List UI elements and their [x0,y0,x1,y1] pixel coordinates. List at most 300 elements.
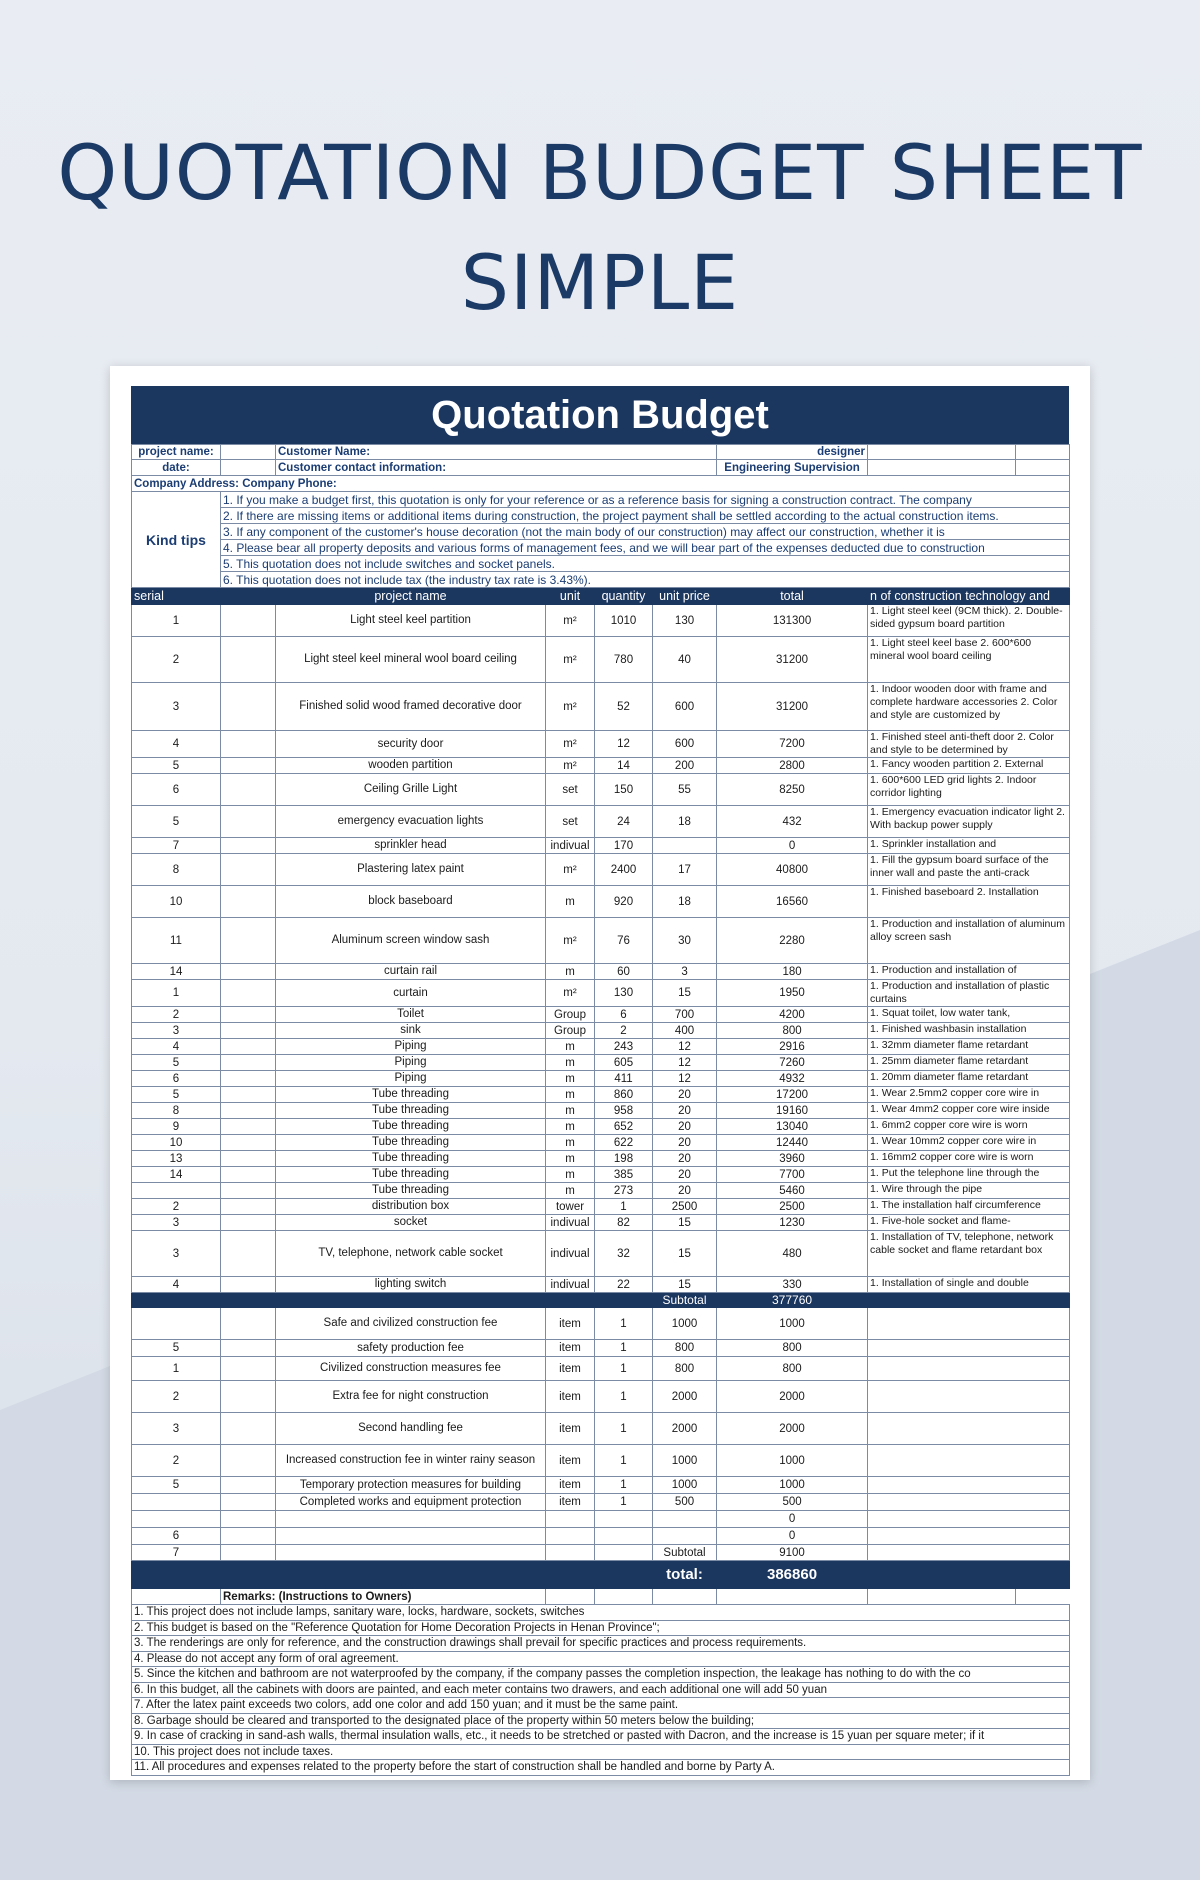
item-description: 1. Production and installation of plastic curtains [868,980,1070,1007]
item-unit-price: 18 [653,886,717,918]
item-unit: Group [546,1007,595,1023]
table-row [132,1199,1070,1215]
item-name: Tube threading [276,1119,546,1135]
item-name: Finished solid wood framed decorative door [276,683,546,731]
item-serial: 6 [132,1071,221,1087]
tip-1: 1. If you make a budget first, this quotation is only for your reference or as a reference basis for signing a construction contract. The company [221,492,1070,508]
item-name: Plastering latex paint [276,854,546,886]
tip-3: 3. If any component of the customer's house decoration (not the main body of our construction) may affect our construction, whether it is [221,524,1070,540]
item-quantity: 76 [595,918,653,964]
fee-row [132,1511,1070,1528]
remark-text: 5. Since the kitchen and bathroom are not waterproofed by the company, if the company passes the completion inspection, the leakage has nothing to do with the co [132,1667,1070,1683]
item-description: 1. Wear 2.5mm2 copper core wire in [868,1087,1070,1103]
item-unit: m [546,1071,595,1087]
table-row [132,964,1070,980]
item-name: Piping [276,1055,546,1071]
item-quantity: 860 [595,1087,653,1103]
item-unit: indivual [546,1231,595,1277]
fee-quantity: 1 [595,1413,653,1445]
item-serial: 4 [132,731,221,758]
item-unit: m [546,1039,595,1055]
grand-total-row [132,1561,1070,1589]
item-serial: 8 [132,854,221,886]
fee-unit-price: 1000 [653,1477,717,1494]
page-title-line-1: QUOTATION BUDGET SHEET [57,128,1143,217]
table-row [132,683,1070,731]
item-unit-price: 40 [653,637,717,683]
fee-unit-price: 2000 [653,1413,717,1445]
remark-row [132,1729,1070,1745]
table-row [132,980,1070,1007]
item-total: 2280 [717,918,868,964]
fee-serial: 5 [132,1340,221,1357]
tip-5: 5. This quotation does not include switches and socket panels. [221,556,1070,572]
item-unit-price: 12 [653,1071,717,1087]
fee-unit [546,1511,595,1528]
fee-total: 500 [717,1494,868,1511]
item-description: 1. Light steel keel (9CM thick). 2. Double-sided gypsum board partition [868,605,1070,637]
fee-unit: item [546,1445,595,1477]
remark-text: 1. This project does not include lamps, sanitary ware, locks, hardware, sockets, switches [132,1605,1070,1621]
fee-quantity: 1 [595,1494,653,1511]
fee-serial: 5 [132,1477,221,1494]
item-name: Tube threading [276,1151,546,1167]
quotation-sheet [131,386,1069,1776]
remark-text: 10. This project does not include taxes. [132,1744,1070,1760]
fee-row [132,1528,1070,1545]
remark-text: 3. The renderings are only for reference, and the construction drawings shall prevail for specific practices and process requirements. [132,1636,1070,1652]
fee-total: 1000 [717,1445,868,1477]
fee-total: 800 [717,1340,868,1357]
item-description: 1. 6mm2 copper core wire is worn [868,1119,1070,1135]
item-unit: m [546,1183,595,1199]
item-quantity: 652 [595,1119,653,1135]
item-unit: indivual [546,838,595,854]
item-total: 1950 [717,980,868,1007]
table-row [132,774,1070,806]
item-serial: 3 [132,683,221,731]
subtotal-serial: 7 [132,1545,221,1561]
item-serial: 14 [132,1167,221,1183]
item-unit: indivual [546,1215,595,1231]
table-row [132,1151,1070,1167]
item-quantity: 622 [595,1135,653,1151]
table-row [132,918,1070,964]
item-unit-price: 400 [653,1023,717,1039]
item-quantity: 1 [595,1199,653,1215]
item-unit-price: 12 [653,1039,717,1055]
fee-quantity: 1 [595,1308,653,1340]
item-total: 17200 [717,1087,868,1103]
item-unit-price: 20 [653,1151,717,1167]
remark-row [132,1760,1070,1776]
fee-row [132,1308,1070,1340]
item-name: emergency evacuation lights [276,806,546,838]
item-total: 31200 [717,637,868,683]
date-label: date: [132,460,221,476]
item-unit-price: 3 [653,964,717,980]
item-serial: 9 [132,1119,221,1135]
item-serial: 1 [132,980,221,1007]
fee-row [132,1477,1070,1494]
tip-6: 6. This quotation does not include tax (the industry tax rate is 3.43%). [221,572,1070,588]
fee-row [132,1413,1070,1445]
item-name: Tube threading [276,1087,546,1103]
item-total: 1230 [717,1215,868,1231]
page-title-line-2: SIMPLE [460,238,740,327]
item-description: 1. 25mm diameter flame retardant [868,1055,1070,1071]
fee-row [132,1357,1070,1381]
fee-serial [132,1494,221,1511]
item-description: 1. Finished steel anti-theft door 2. Color and style to be determined by [868,731,1070,758]
subtotal-label: Subtotal [653,1293,717,1308]
item-quantity: 198 [595,1151,653,1167]
remark-text: 7. After the latex paint exceeds two colors, add one color and add 150 yuan; and it must be the same paint. [132,1698,1070,1714]
header-quantity: quantity [595,588,653,605]
remark-row [132,1667,1070,1683]
item-name: lighting switch [276,1277,546,1293]
item-total: 3960 [717,1151,868,1167]
item-description: 1. 600*600 LED grid lights 2. Indoor corridor lighting [868,774,1070,806]
kind-tips-label: Kind tips [132,492,221,588]
fee-unit-price: 2000 [653,1381,717,1413]
table-row [132,838,1070,854]
remark-row [132,1651,1070,1667]
spreadsheet-preview [110,366,1090,1780]
item-description: 1. Finished baseboard 2. Installation [868,886,1070,918]
item-total: 16560 [717,886,868,918]
item-serial [132,1183,221,1199]
fee-unit-price: 500 [653,1494,717,1511]
item-description: 1. The installation half circumference [868,1199,1070,1215]
fee-name: safety production fee [276,1340,546,1357]
item-name: Tube threading [276,1167,546,1183]
fee-total: 1000 [717,1308,868,1340]
project-name-label: project name: [132,445,221,460]
item-unit: tower [546,1199,595,1215]
item-name: Piping [276,1071,546,1087]
fee-serial [132,1511,221,1528]
item-description: 1. Installation of single and double [868,1277,1070,1293]
item-serial: 7 [132,838,221,854]
tip-row [132,492,1070,508]
table-header [132,588,1070,605]
fee-quantity [595,1528,653,1545]
item-unit-price: 15 [653,980,717,1007]
item-quantity: 52 [595,683,653,731]
item-quantity: 6 [595,1007,653,1023]
header-project-name: project name [276,588,546,605]
item-total: 800 [717,1023,868,1039]
item-quantity: 243 [595,1039,653,1055]
fee-row [132,1445,1070,1477]
header-description: n of construction technology and [868,588,1070,605]
header-unit-price: unit price [653,588,717,605]
item-unit-price: 20 [653,1167,717,1183]
table-row [132,1039,1070,1055]
grand-total-value: 386860 [717,1561,868,1589]
table-row [132,1103,1070,1119]
item-quantity: 14 [595,758,653,774]
item-unit: m² [546,918,595,964]
item-total: 4932 [717,1071,868,1087]
fee-name: Temporary protection measures for building [276,1477,546,1494]
table-row [132,806,1070,838]
table-row [132,1167,1070,1183]
item-description: 1. Wire through the pipe [868,1183,1070,1199]
item-quantity: 273 [595,1183,653,1199]
item-serial: 3 [132,1215,221,1231]
item-quantity: 1010 [595,605,653,637]
item-serial: 1 [132,605,221,637]
item-quantity: 150 [595,774,653,806]
item-name: curtain [276,980,546,1007]
item-quantity: 2 [595,1023,653,1039]
remark-text: 9. In case of cracking in sand-ash walls, thermal insulation walls, etc., it needs to be stretched or pasted with Dacron, and the increase is 15 yuan per square meter; if it [132,1729,1070,1745]
subtotal-row [132,1293,1070,1308]
tip-row [132,524,1070,540]
tip-row [132,508,1070,524]
item-total: 2500 [717,1199,868,1215]
grand-total-label: total: [653,1561,717,1589]
fee-name: Completed works and equipment protection [276,1494,546,1511]
item-description: 1. Emergency evacuation indicator light 2. With backup power supply [868,806,1070,838]
table-row [132,731,1070,758]
item-serial: 11 [132,918,221,964]
fee-unit-price: 1000 [653,1308,717,1340]
fee-unit: item [546,1494,595,1511]
item-unit-price: 17 [653,854,717,886]
fee-unit-price: 1000 [653,1445,717,1477]
remark-row [132,1744,1070,1760]
item-quantity: 60 [595,964,653,980]
item-unit: m [546,964,595,980]
item-quantity: 32 [595,1231,653,1277]
item-unit: m [546,1167,595,1183]
item-description: 1. Squat toilet, low water tank, [868,1007,1070,1023]
item-serial: 6 [132,774,221,806]
fee-serial: 1 [132,1357,221,1381]
sheet-banner: Quotation Budget [131,386,1069,444]
item-total: 40800 [717,854,868,886]
item-quantity: 82 [595,1215,653,1231]
fee-name [276,1528,546,1545]
item-quantity: 22 [595,1277,653,1293]
fee-unit: item [546,1381,595,1413]
item-serial: 4 [132,1039,221,1055]
subtotal-value: 9100 [717,1545,868,1561]
item-unit-price: 200 [653,758,717,774]
fee-quantity: 1 [595,1381,653,1413]
fee-unit: item [546,1357,595,1381]
quotation-table-body [132,445,1070,1776]
item-quantity: 385 [595,1167,653,1183]
fee-total: 0 [717,1528,868,1545]
item-unit: m [546,1151,595,1167]
item-unit: m [546,1103,595,1119]
item-total: 19160 [717,1103,868,1119]
fee-unit: item [546,1413,595,1445]
item-name: Tube threading [276,1103,546,1119]
item-total: 2916 [717,1039,868,1055]
table-row [132,1215,1070,1231]
item-unit: m [546,886,595,918]
item-name: Tube threading [276,1135,546,1151]
item-serial: 4 [132,1277,221,1293]
item-name: Light steel keel partition [276,605,546,637]
item-unit: m² [546,854,595,886]
table-row [132,1071,1070,1087]
item-name: sink [276,1023,546,1039]
item-total: 432 [717,806,868,838]
item-unit-price: 600 [653,731,717,758]
fee-serial: 6 [132,1528,221,1545]
remark-row [132,1713,1070,1729]
item-description: 1. Indoor wooden door with frame and complete hardware accessories 2. Color and style are customized by [868,683,1070,731]
table-row [132,886,1070,918]
engineering-supervision-label: Engineering Supervision [717,460,868,476]
item-serial: 2 [132,1199,221,1215]
remark-text: 2. This budget is based on the "Reference Quotation for Home Decoration Projects in Henan Province"; [132,1620,1070,1636]
fee-name: Second handling fee [276,1413,546,1445]
item-unit: m [546,1135,595,1151]
fee-unit-price [653,1528,717,1545]
fee-unit: item [546,1308,595,1340]
item-quantity: 2400 [595,854,653,886]
item-total: 2800 [717,758,868,774]
fee-total: 2000 [717,1413,868,1445]
item-description: 1. 32mm diameter flame retardant [868,1039,1070,1055]
item-serial: 8 [132,1103,221,1119]
item-description: 1. Fill the gypsum board surface of the inner wall and paste the anti-crack [868,854,1070,886]
item-unit-price: 12 [653,1055,717,1071]
item-description: 1. Put the telephone line through the [868,1167,1070,1183]
fee-row [132,1381,1070,1413]
item-name: curtain rail [276,964,546,980]
item-name: Aluminum screen window sash [276,918,546,964]
item-name: Ceiling Grille Light [276,774,546,806]
item-unit-price: 18 [653,806,717,838]
item-serial: 5 [132,758,221,774]
fee-serial [132,1308,221,1340]
item-unit: m² [546,731,595,758]
company-address-label: Company Address: Company Phone: [132,476,1070,492]
fee-unit: item [546,1477,595,1494]
item-name: TV, telephone, network cable socket [276,1231,546,1277]
item-unit-price: 20 [653,1103,717,1119]
item-total: 7700 [717,1167,868,1183]
item-name: Piping [276,1039,546,1055]
item-total: 5460 [717,1183,868,1199]
item-unit: Group [546,1023,595,1039]
item-name: block baseboard [276,886,546,918]
item-serial: 10 [132,1135,221,1151]
page-title [0,118,1200,338]
designer-label: designer [717,445,868,460]
item-unit-price: 15 [653,1215,717,1231]
item-name: wooden partition [276,758,546,774]
item-total: 8250 [717,774,868,806]
item-unit-price: 30 [653,918,717,964]
fee-row [132,1340,1070,1357]
item-unit-price: 20 [653,1183,717,1199]
item-quantity: 780 [595,637,653,683]
table-row [132,758,1070,774]
item-serial: 14 [132,964,221,980]
item-description: 1. 16mm2 copper core wire is worn [868,1151,1070,1167]
item-serial: 2 [132,637,221,683]
item-name: Tube threading [276,1183,546,1199]
fee-unit: item [546,1340,595,1357]
remark-text: 11. All procedures and expenses related to the property before the start of construction shall be handled and borne by Party A. [132,1760,1070,1776]
table-row [132,1277,1070,1293]
remarks-title: Remarks: (Instructions to Owners) [221,1589,546,1605]
table-row [132,1119,1070,1135]
remark-row [132,1605,1070,1621]
table-row [132,1023,1070,1039]
item-quantity: 12 [595,731,653,758]
table-row [132,1087,1070,1103]
item-unit: set [546,774,595,806]
item-total: 7200 [717,731,868,758]
item-name: distribution box [276,1199,546,1215]
item-unit: m² [546,637,595,683]
item-serial: 13 [132,1151,221,1167]
fee-total: 1000 [717,1477,868,1494]
customer-name-label: Customer Name: [276,445,717,460]
fee-quantity: 1 [595,1357,653,1381]
item-description: 1. Installation of TV, telephone, network cable socket and flame retardant box [868,1231,1070,1277]
item-unit-price: 700 [653,1007,717,1023]
item-quantity: 958 [595,1103,653,1119]
tip-row [132,540,1070,556]
item-total: 12440 [717,1135,868,1151]
item-total: 0 [717,838,868,854]
fee-quantity: 1 [595,1477,653,1494]
item-serial: 5 [132,1055,221,1071]
remark-row [132,1698,1070,1714]
table-row [132,605,1070,637]
item-quantity: 130 [595,980,653,1007]
item-description: 1. Light steel keel base 2. 600*600 mineral wool board ceiling [868,637,1070,683]
table-row [132,1231,1070,1277]
item-unit-price: 130 [653,605,717,637]
item-description: 1. Wear 10mm2 copper core wire in [868,1135,1070,1151]
customer-contact-label: Customer contact information: [276,460,717,476]
quotation-table [131,444,1070,1776]
item-unit: m² [546,980,595,1007]
tip-2: 2. If there are missing items or additional items during construction, the project payment shall be settled according to the actual construction items. [221,508,1070,524]
item-unit-price [653,838,717,854]
item-description: 1. Finished washbasin installation [868,1023,1070,1039]
item-quantity: 605 [595,1055,653,1071]
item-description: 1. Five-hole socket and flame- [868,1215,1070,1231]
item-unit: m² [546,758,595,774]
item-unit-price: 20 [653,1135,717,1151]
remark-text: 4. Please do not accept any form of oral agreement. [132,1651,1070,1667]
item-serial: 3 [132,1023,221,1039]
fee-name: Civilized construction measures fee [276,1357,546,1381]
item-unit-price: 20 [653,1119,717,1135]
fee-name: Increased construction fee in winter rainy season [276,1445,546,1477]
item-unit: m² [546,605,595,637]
item-description: 1. Sprinkler installation and [868,838,1070,854]
remark-row [132,1682,1070,1698]
fee-total: 0 [717,1511,868,1528]
item-description: 1. 20mm diameter flame retardant [868,1071,1070,1087]
item-serial: 3 [132,1231,221,1277]
item-total: 4200 [717,1007,868,1023]
